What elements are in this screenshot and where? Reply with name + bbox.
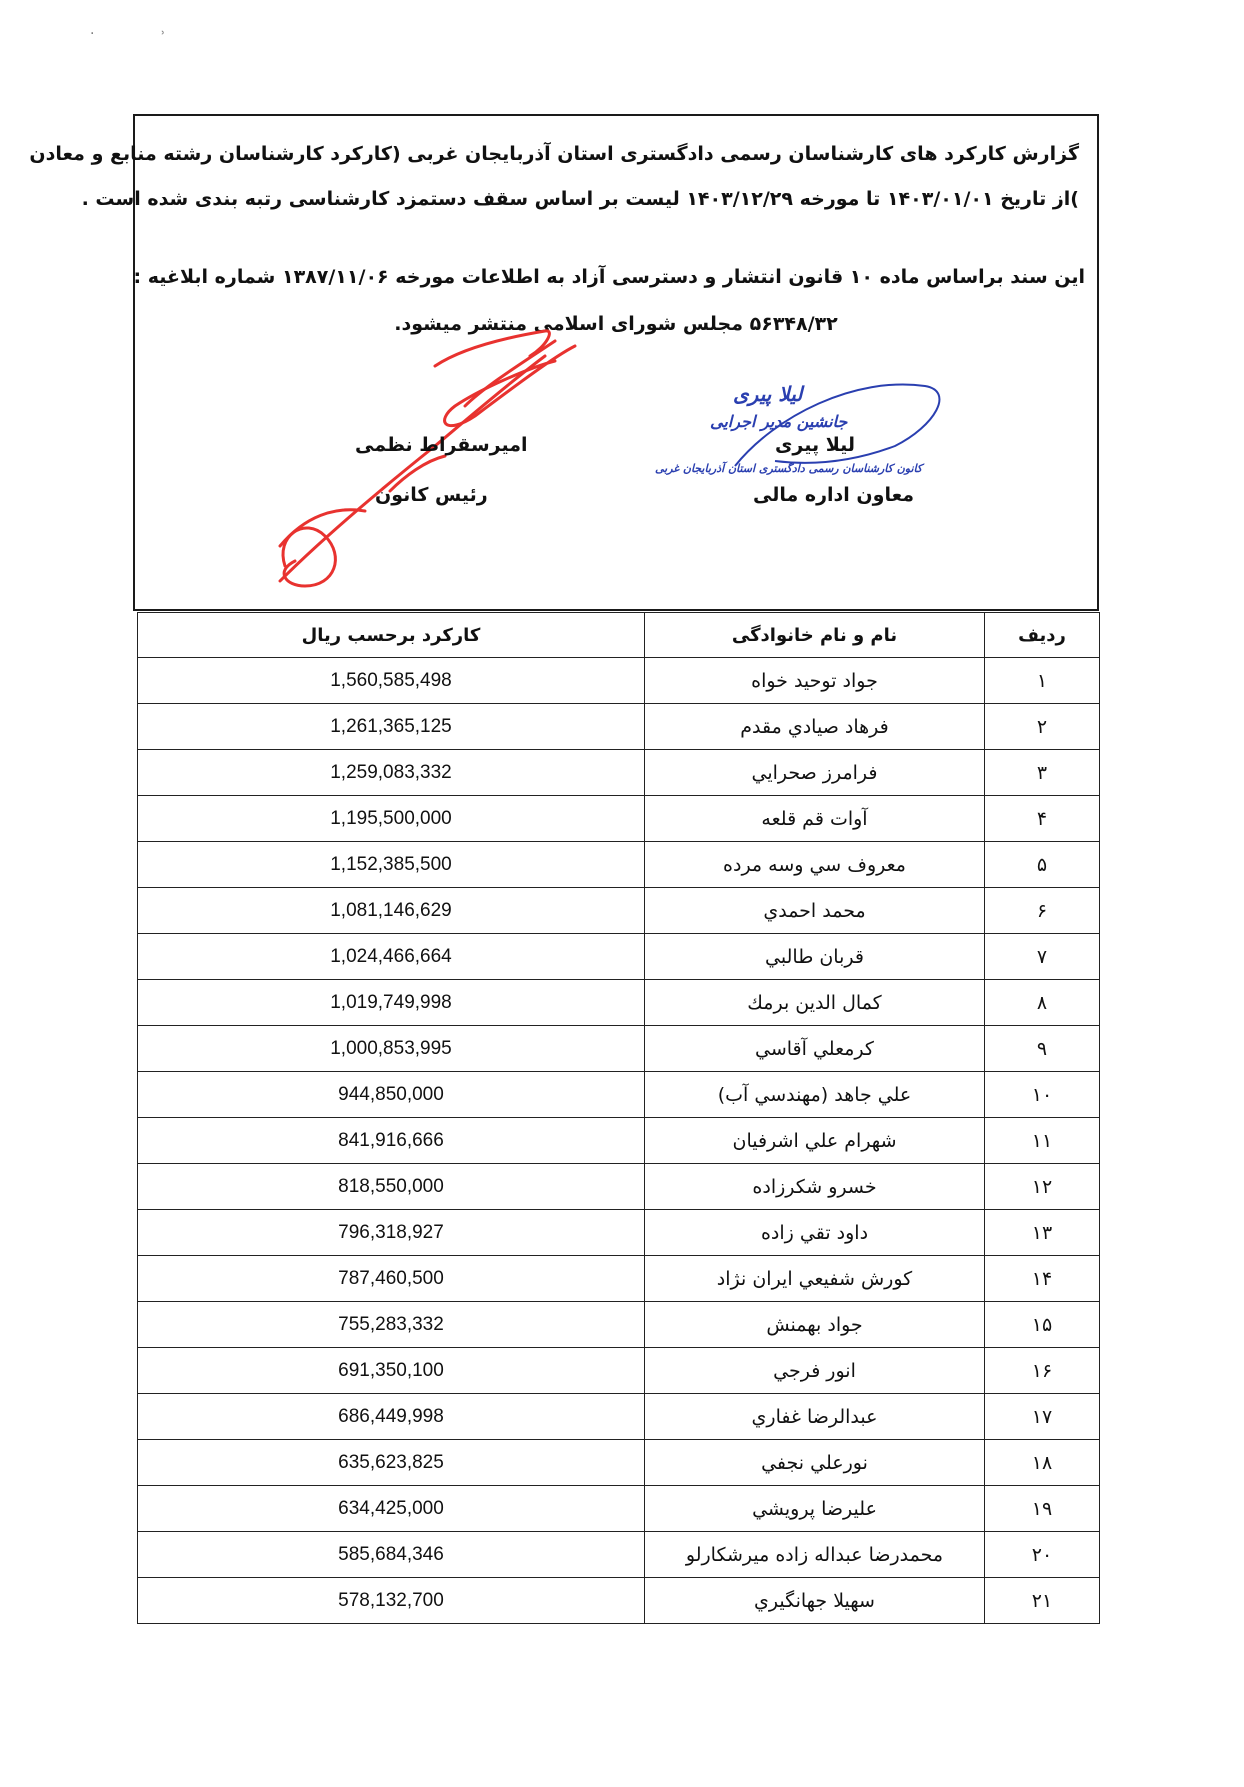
- row-number: ۱۶: [985, 1348, 1100, 1394]
- row-amount: 818,550,000: [138, 1164, 645, 1210]
- row-number: ۳: [985, 750, 1100, 796]
- header-line-1: گزارش کارکرد های کارشناسان رسمی دادگستری استان آذربایجان غربی (کارکرد کارشناسان رشته منابع و معادن: [29, 143, 1079, 165]
- row-name: داود تقي زاده: [645, 1210, 985, 1256]
- table-row: [138, 704, 1100, 750]
- row-number: ۱۵: [985, 1302, 1100, 1348]
- ranking-table: [137, 612, 1100, 1624]
- row-name: خسرو شكرزاده: [645, 1164, 985, 1210]
- left-signatory-name: امیرسقراط نظمی: [355, 434, 528, 456]
- row-name: جواد توحید خواه: [645, 658, 985, 704]
- row-amount: 1,024,466,664: [138, 934, 645, 980]
- header-row-no: ردیف: [985, 613, 1100, 658]
- table-row: [138, 842, 1100, 888]
- row-number: ۱۴: [985, 1256, 1100, 1302]
- row-name: كمال الدين برمك: [645, 980, 985, 1026]
- row-name: محمدرضا عبداله زاده ميرشكارلو: [645, 1532, 985, 1578]
- row-amount: 634,425,000: [138, 1486, 645, 1532]
- row-number: ۱: [985, 658, 1100, 704]
- row-number: ۱۲: [985, 1164, 1100, 1210]
- row-name: معروف سي وسه مرده: [645, 842, 985, 888]
- row-amount: 1,000,853,995: [138, 1026, 645, 1072]
- table-header-row: [138, 613, 1100, 658]
- table-row: [138, 1072, 1100, 1118]
- signatures-layer: [29, 116, 1097, 609]
- row-number: ۲۰: [985, 1532, 1100, 1578]
- table-row: [138, 1486, 1100, 1532]
- row-name: علي جاهد (مهندسي آب): [645, 1072, 985, 1118]
- row-amount: 585,684,346: [138, 1532, 645, 1578]
- table-row: [138, 1026, 1100, 1072]
- header-line-4: ۵۶۳۴۸/۳۲ مجلس شورای اسلامی منتشر میشود.: [394, 313, 838, 335]
- table-body: [138, 658, 1100, 1624]
- row-amount: 796,318,927: [138, 1210, 645, 1256]
- table-row: [138, 1440, 1100, 1486]
- header-line-3: این سند براساس ماده ۱۰ قانون انتشار و دسترسی آزاد به اطلاعات مورخه ۱۳۸۷/۱۱/۰۶ شماره ابلاغیه :: [133, 266, 1085, 288]
- header-amount: کارکرد برحسب ریال: [138, 613, 645, 658]
- row-amount: 578,132,700: [138, 1578, 645, 1624]
- table-row: [138, 1302, 1100, 1348]
- table-row: [138, 1394, 1100, 1440]
- row-name: كورش شفيعي ايران نژاد: [645, 1256, 985, 1302]
- row-amount: 841,916,666: [138, 1118, 645, 1164]
- stamp-org: کانون کارشناسان رسمی دادگستری استان آذربایجان غربی: [655, 462, 923, 475]
- table-row: [138, 1578, 1100, 1624]
- table-row: [138, 1210, 1100, 1256]
- row-name: فرهاد صيادي مقدم: [645, 704, 985, 750]
- row-amount: 1,560,585,498: [138, 658, 645, 704]
- row-name: عبدالرضا غفاري: [645, 1394, 985, 1440]
- row-number: ۱۳: [985, 1210, 1100, 1256]
- row-number: ۵: [985, 842, 1100, 888]
- row-name: كرمعلي آقاسي: [645, 1026, 985, 1072]
- row-amount: 686,449,998: [138, 1394, 645, 1440]
- row-amount: 635,623,825: [138, 1440, 645, 1486]
- table-row: [138, 1532, 1100, 1578]
- row-name: نورعلي نجفي: [645, 1440, 985, 1486]
- row-number: ۱۱: [985, 1118, 1100, 1164]
- row-amount: 1,081,146,629: [138, 888, 645, 934]
- row-amount: 1,152,385,500: [138, 842, 645, 888]
- row-amount: 787,460,500: [138, 1256, 645, 1302]
- left-signatory-title: رئیس کانون: [375, 484, 488, 506]
- row-name: انور فرجي: [645, 1348, 985, 1394]
- row-number: ۴: [985, 796, 1100, 842]
- table-row: [138, 888, 1100, 934]
- row-name: سهيلا جهانگيري: [645, 1578, 985, 1624]
- table-row: [138, 1118, 1100, 1164]
- header-line-2: )از تاریخ ۱۴۰۳/۰۱/۰۱ تا مورخه ۱۴۰۳/۱۲/۲۹ لیست بر اساس سقف دستمزد کارشناسی رتبه بندی شده است .: [81, 188, 1079, 210]
- row-name: قربان طالبي: [645, 934, 985, 980]
- row-number: ۱۹: [985, 1486, 1100, 1532]
- header-box: [29, 114, 1099, 611]
- row-amount: 944,850,000: [138, 1072, 645, 1118]
- row-name: جواد بهمنش: [645, 1302, 985, 1348]
- row-amount: 1,195,500,000: [138, 796, 645, 842]
- table-row: [138, 1256, 1100, 1302]
- right-signatory-title: معاون اداره مالی: [753, 484, 915, 506]
- row-name: شهرام علي اشرفيان: [645, 1118, 985, 1164]
- table-row: [138, 1348, 1100, 1394]
- row-amount: 1,261,365,125: [138, 704, 645, 750]
- row-name: فرامرز صحرايي: [645, 750, 985, 796]
- row-number: ۱۷: [985, 1394, 1100, 1440]
- row-number: ۷: [985, 934, 1100, 980]
- row-name: محمد احمدي: [645, 888, 985, 934]
- table-row: [138, 658, 1100, 704]
- row-amount: 1,259,083,332: [138, 750, 645, 796]
- row-name: عليرضا پرويشي: [645, 1486, 985, 1532]
- row-amount: 1,019,749,998: [138, 980, 645, 1026]
- row-number: ۲۱: [985, 1578, 1100, 1624]
- row-amount: 691,350,100: [138, 1348, 645, 1394]
- row-number: ۱۸: [985, 1440, 1100, 1486]
- stamp-role: جانشین مدیر اجرایی: [710, 412, 848, 431]
- red-signature-scribble: [280, 331, 575, 586]
- row-number: ۶: [985, 888, 1100, 934]
- table-row: [138, 980, 1100, 1026]
- right-signatory-name: لیلا پیری: [775, 434, 856, 456]
- row-name: آوات قم قلعه: [645, 796, 985, 842]
- row-number: ۹: [985, 1026, 1100, 1072]
- row-amount: 755,283,332: [138, 1302, 645, 1348]
- table-row: [138, 934, 1100, 980]
- scan-speck: ˒: [161, 26, 166, 42]
- table-row: [138, 796, 1100, 842]
- row-number: ۸: [985, 980, 1100, 1026]
- table-row: [138, 1164, 1100, 1210]
- row-number: ۲: [985, 704, 1100, 750]
- stamp-name: لیلا پیری: [733, 382, 803, 406]
- header-name: نام و نام خانوادگی: [645, 613, 985, 658]
- table-row: [138, 750, 1100, 796]
- scan-speck: ·: [90, 26, 95, 42]
- row-number: ۱۰: [985, 1072, 1100, 1118]
